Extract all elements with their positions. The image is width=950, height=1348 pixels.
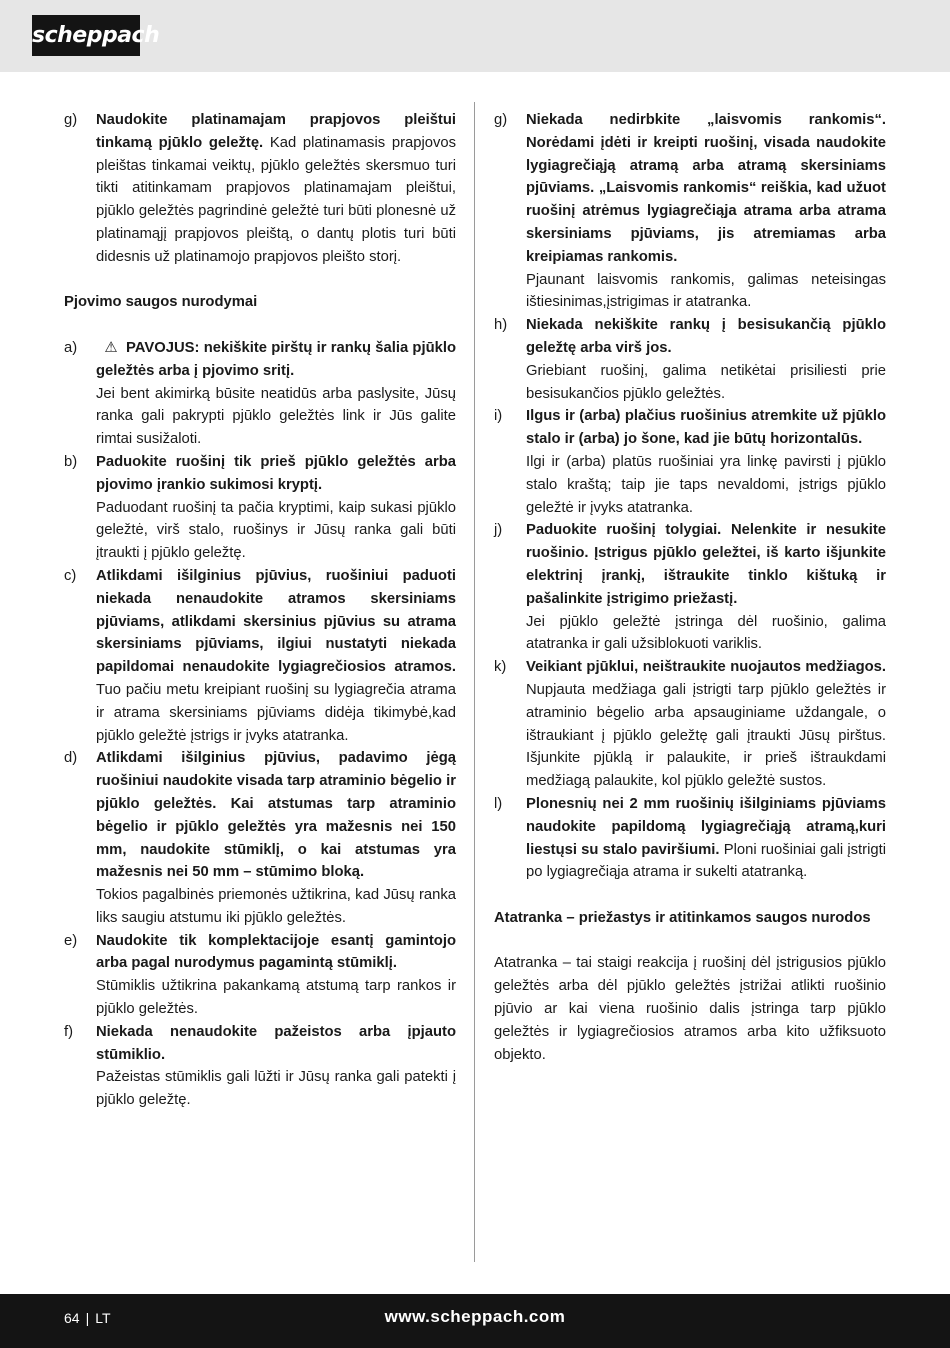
footer-bar [0, 1294, 950, 1348]
item-letter: l) [494, 795, 503, 812]
item-letter: g) [64, 112, 78, 128]
item-note: Pjaunant laisvomis rankomis, galimas neteisingas ištiesinimas,įstrigimas ir atatranka. [526, 271, 886, 311]
brand-logo: scheppach [32, 15, 140, 56]
item-note: Griebiant ruošinį, galima netikėtai prisiliesti prie besisukančios pjūklo geležtės. [526, 362, 886, 402]
item-lead: Ilgus ir (arba) plačius ruošinius atremkite už pjūklo stalo ir (arba) jo šone, kad jie būtų horizontalūs. [526, 408, 886, 448]
item-letter: i) [494, 408, 503, 425]
left-column [64, 109, 456, 1112]
item-letter: e) [64, 932, 78, 949]
warning-triangle-icon: ⚠ [104, 339, 118, 356]
item-lead: PAVOJUS: nekiškite pirštų ir rankų šalia pjūklo geležtės arba į pjovimo sritį. [96, 339, 456, 379]
instruction-item-j [494, 519, 886, 656]
item-text: Kad platinamasis prapjovos pleištas tinkamai veiktų, pjūklo geležtės skersmuo turi tikti atitinkamam prapjovos platinamajam pleištui, pjūklo geležtės pagrindinė geležtė turi būti plonesnė už platinamąjį prapjovos pleištą, o dantų plotis turi būti didesnis už platinamojo prapjovos pleišto storį. [96, 134, 456, 265]
instruction-item-g [494, 109, 886, 314]
instruction-item-g [64, 109, 456, 269]
right-column [494, 109, 886, 1066]
item-text: Nupjauta medžiaga gali įstrigti tarp pjūklo geležtės ir atraminio bėgelio arba apsauginiame uždangale, o ištraukiant į pjūklo geležtę gali įtraukti Jūsų pirštus. Išjunkite pjūklą ir palaukite, ir prieš ištraukdami medžiagą palaukite, kol pjūklo geležtė sustos. [526, 681, 886, 790]
item-letter: h) [494, 317, 508, 334]
item-lead: Atlikdami išilginius pjūvius, padavimo jėgą ruošiniui naudokite visada tarp atraminio bėgelio ir pjūklo geležtės. Kai atstumas tarp atraminio bėgelio ir pjūklo geležtės yra mažesnis nei 150 mm, naudokite stūmiklį, o kai atstumas yra mažesnis nei 50 mm – stūmimo bloką. [96, 750, 456, 881]
item-note: Jei bent akimirką būsite neatidūs arba paslysite, Jūsų ranka gali pakrypti pjūklo geležtės link ir Jūs galite rimtai susižaloti. [96, 385, 456, 448]
item-text: Ploni ruošiniai gali įstrigti po lygiagrečiąja atrama ir sukelti atatranką. [526, 841, 886, 881]
item-note: Tokios pagalbinės priemonės užtikrina, kad Jūsų ranka liks saugiu atstumu iki pjūklo geležtės. [96, 887, 456, 926]
item-lead: Niekada nedirbkite „laisvomis rankomis“. Norėdami įdėti ir kreipti ruošinį, visada naudokite lygiagrečiąją atramą arba atramą skersiniams pjūviams. „Laisvomis rankomis“ reiškia, kad užuot ruošinį atrėmus lygiagrečiąja atrama arba atrama skersiniams pjūviams, jis atremiamas arba kreipiamas rankomis. [526, 112, 886, 265]
instruction-item-a [64, 337, 456, 451]
item-note: Pažeistas stūmiklis gali lūžti ir Jūsų ranka gali patekti į pjūklo geležtę. [96, 1069, 456, 1109]
item-lead: Naudokite tik komplektacijoje esantį gamintojo arba pagal nurodymus pagamintą stūmiklį. [96, 932, 456, 972]
item-lead: Niekada nekiškite rankų į besisukančią pjūklo geležtę arba virš jos. [526, 317, 886, 356]
item-lead: Paduokite ruošinį tik prieš pjūklo geležtės arba pjovimo įrankio sukimosi kryptį. [96, 453, 456, 493]
item-lead: Naudokite platinamajam prapjovos pleištui tinkamą pjūklo geležtę. [96, 112, 456, 151]
language-code: LT [95, 1310, 111, 1326]
item-letter: a) [64, 339, 78, 356]
item-note: Paduodant ruošinį ta pačia kryptimi, kaip sukasi pjūklo geležtė, virš stalo, ruošinys ir Jūsų ranka gali būti įtraukti į pjūklo geležtę. [96, 499, 456, 562]
item-note: Jei pjūklo geležtė įstringa dėl ruošinio, galima atatranka ir gali užsiblokuoti variklis. [526, 613, 886, 653]
item-text: Tuo pačiu metu kreipiant ruošinį su lygiagrečia atrama ir atrama skersiniams pjūviams didėja tikimybė,kad pjūklo geležtė įstrigs ir įvyks atatranka. [96, 681, 456, 744]
item-letter: b) [64, 453, 78, 470]
instruction-item-c [64, 565, 456, 747]
item-note: Ilgi ir (arba) platūs ruošiniai yra linkę pavirsti į pjūklo stalo kraštą; taip jie taps nevaldomi, įstrigs pjūklo geležtė ir įvyks atatranka. [526, 453, 886, 516]
instruction-item-h [494, 314, 886, 405]
website-link[interactable]: www.scheppach.com [384, 1307, 566, 1326]
instruction-item-k [494, 656, 886, 793]
column-divider [474, 102, 475, 1262]
instruction-item-b [64, 451, 456, 565]
item-note: Stūmiklis užtikrina pakankamą atstumą tarp rankos ir pjūklo geležtės. [96, 978, 456, 1018]
item-letter: j) [494, 522, 503, 539]
item-letter: k) [494, 659, 507, 676]
item-letter: c) [64, 567, 77, 584]
item-letter: f) [64, 1023, 74, 1040]
item-lead: Plonesnių nei 2 mm ruošinių išilginiams pjūviams naudokite papildomą lygiagrečiąją atramą,kuri liestųsi su stalo paviršiumi. [526, 795, 886, 858]
instruction-item-i [494, 405, 886, 519]
section-heading: Atatranka – priežastys ir atitinkamos saugos nurodos [494, 909, 871, 926]
instruction-item-f [64, 1021, 456, 1112]
instruction-item-l [494, 793, 886, 884]
header-band [0, 0, 950, 72]
item-letter: d) [64, 750, 78, 767]
kickback-paragraph: Atatranka – tai staigi reakcija į ruošinį dėl įstrigusios pjūklo geležtės arba dėl pjūklo geležtės įstrižai atlikti ruošinio pjūvio ar kai viena ruošinio dalis įstringa tarp pjūklo geležtės ir lygiagrečiosios atramos arba kito užfiksuoto objekto. [494, 955, 886, 1063]
page-separator: | [85, 1310, 90, 1326]
item-letter: g) [494, 112, 508, 128]
item-lead: Paduokite ruošinį tolygiai. Nelenkite ir nesukite ruošinio. Įstrigus pjūklo geležtei, iš karto išjunkite elektrinį įrankį, ištraukite tinklo kištuką ir pašalinkite įstrigimo priežastį. [526, 522, 886, 607]
item-lead: Niekada nenaudokite pažeistos arba įpjauto stūmiklio. [96, 1023, 456, 1063]
item-lead: Atlikdami išilginius pjūvius, ruošiniui paduoti niekada nenaudokite atramos skersiniams pjūviams, atlikdami skersinius pjūvius su atrama skersiniams pjūviams, ilgiui nustatyti niekada papildomai nenaudokite lygiagrečiosios atramos. [96, 567, 456, 676]
item-lead: Veikiant pjūklui, neištraukite nuojautos medžiagos. [526, 659, 886, 676]
instruction-item-e [64, 930, 456, 1021]
page-number: 64 [64, 1310, 80, 1326]
section-heading: Pjovimo saugos nurodymai [64, 294, 258, 311]
instruction-item-d [64, 747, 456, 929]
